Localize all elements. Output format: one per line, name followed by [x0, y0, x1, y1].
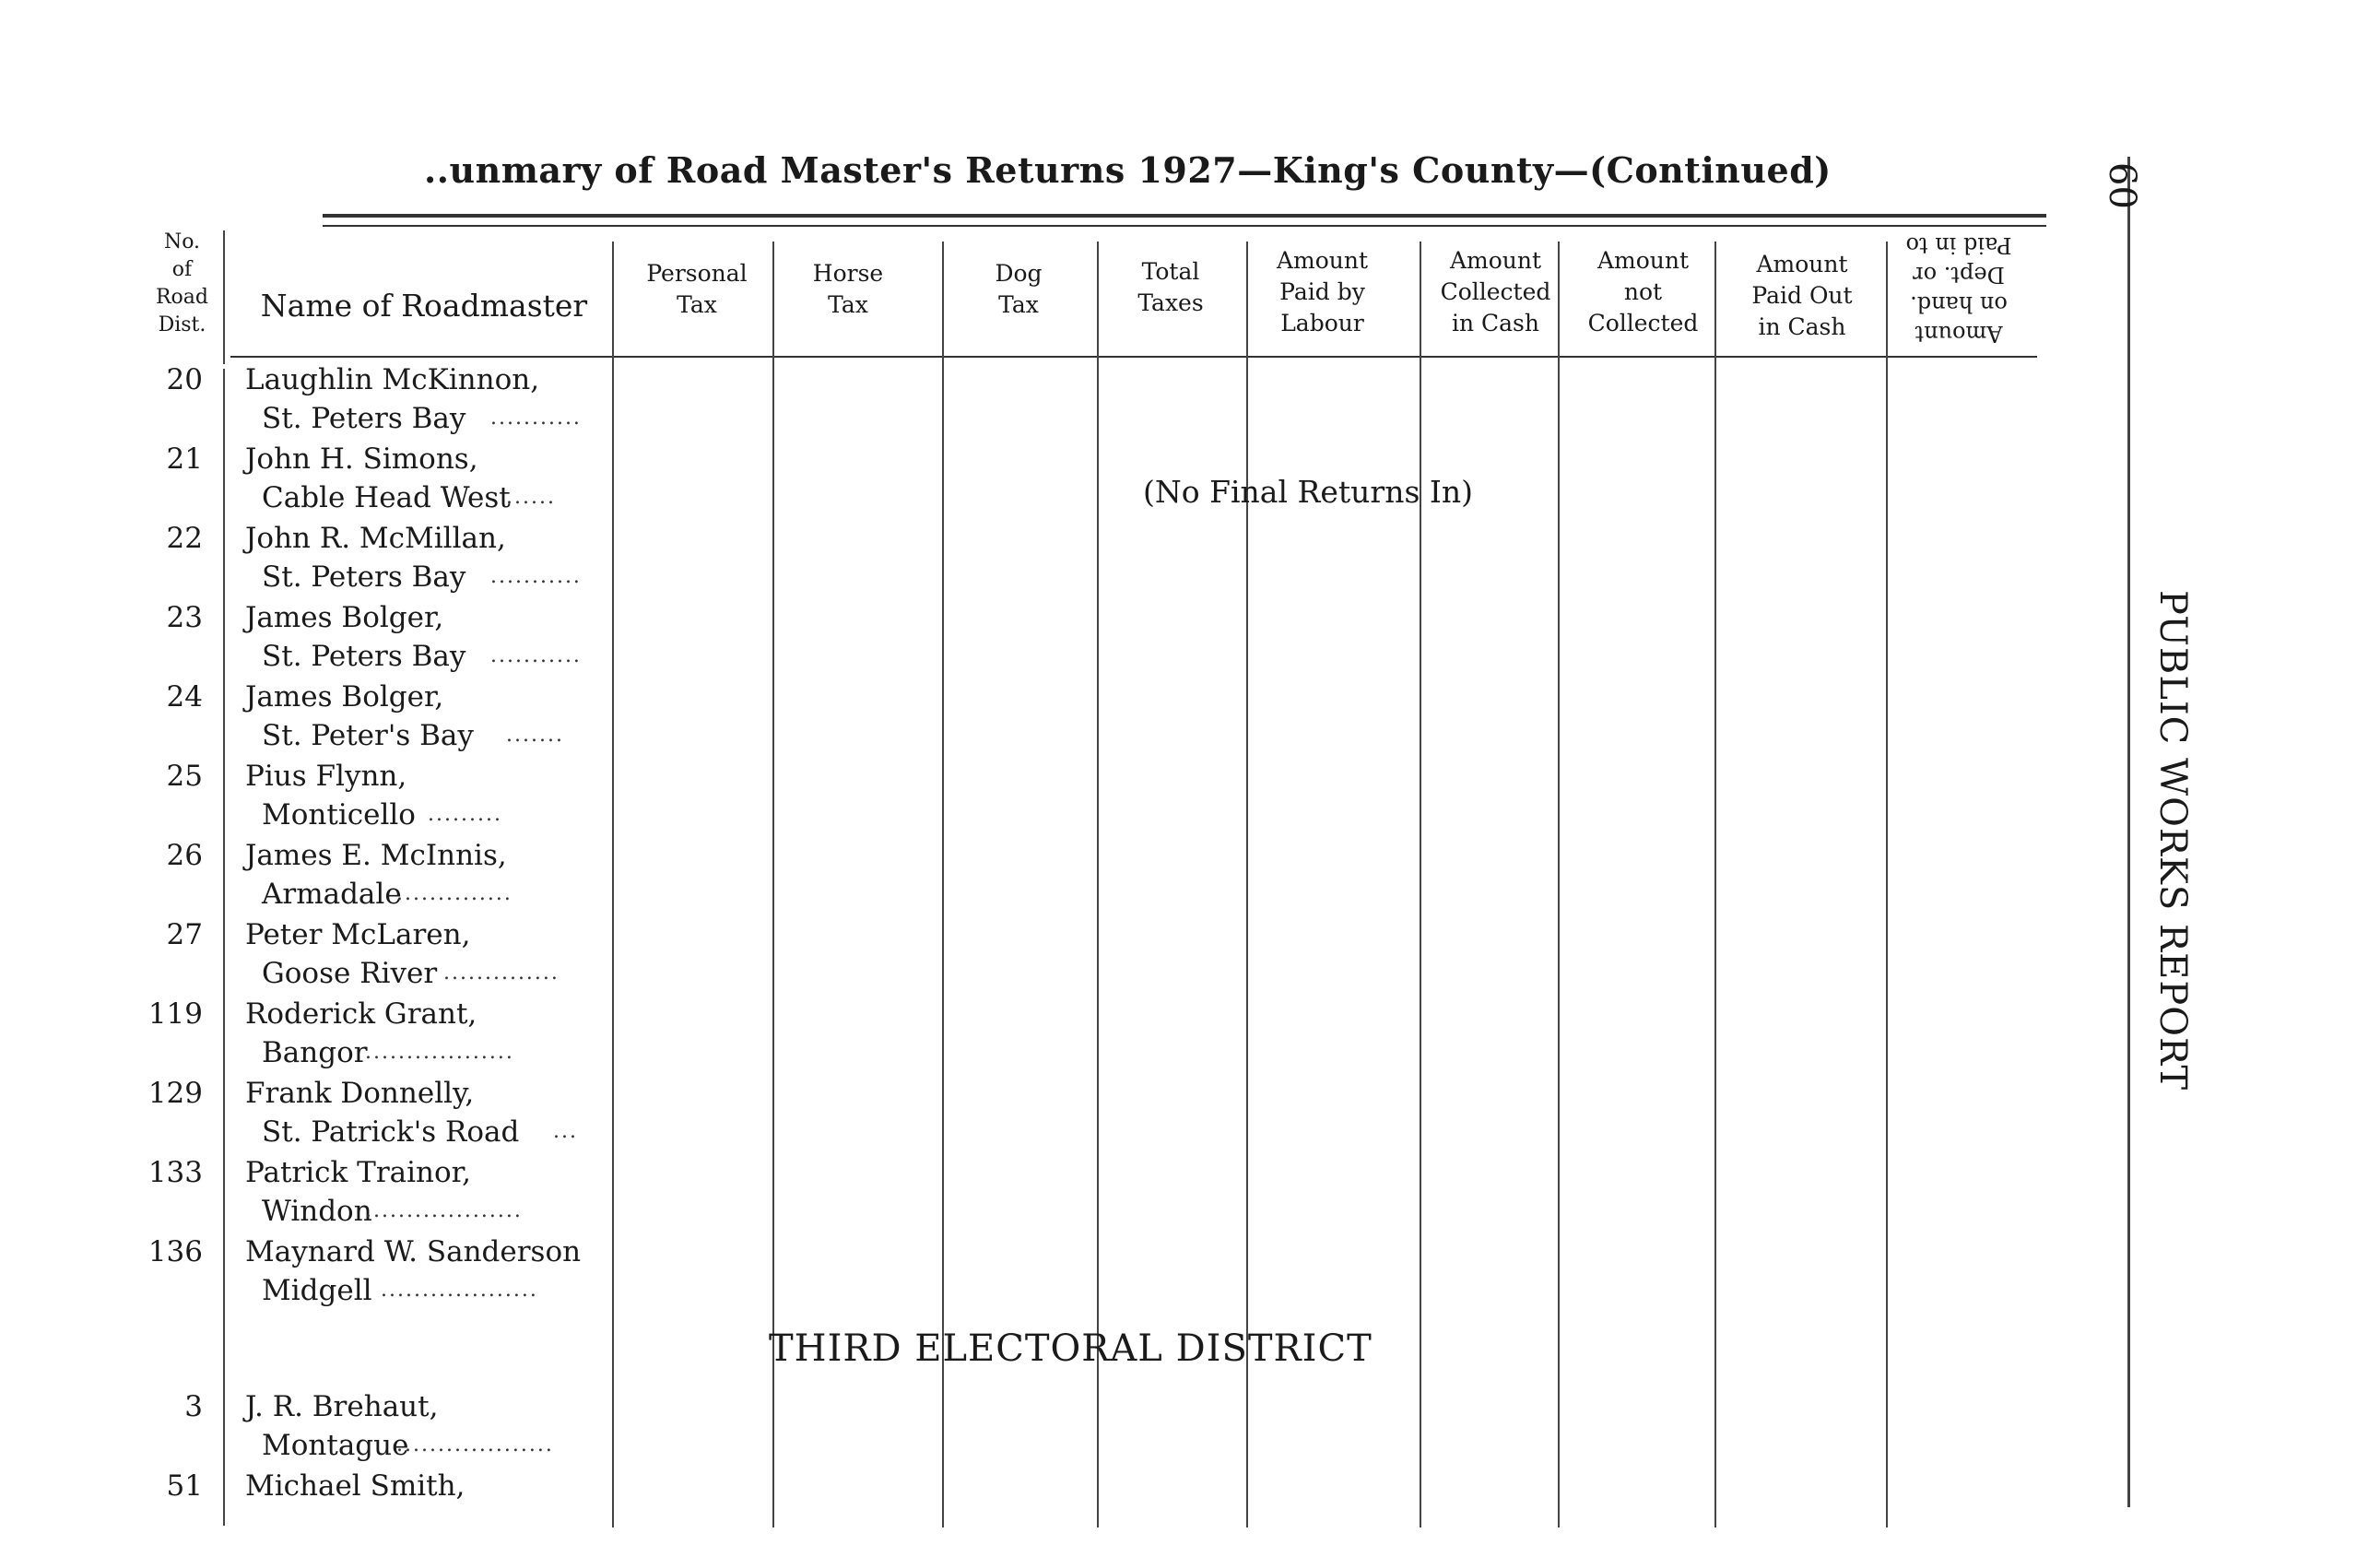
header-total-taxes: Total Taxes [1137, 258, 1204, 316]
dot-leader: ...... [506, 486, 556, 509]
side-page-number: 60 [2101, 162, 2143, 209]
section-title: THIRD ELECTORAL DISTRICT [769, 1327, 1373, 1370]
side-report-title: PUBLIC WORKS REPORT [2151, 590, 2194, 1091]
header-paid-by-labour: Amount Paid by Labour [1276, 247, 1369, 336]
header-paid-in-to-dept: Amount on hand. Dept. or Paid in to [1905, 232, 2012, 347]
road-dist-number: 25 [166, 760, 203, 793]
header-bottom-rule [230, 356, 2037, 358]
title-rule [323, 214, 2046, 218]
roadmaster-place: Cable Head West [262, 481, 511, 514]
header-horse-tax: Horse Tax [812, 260, 884, 318]
header-dog-tax: Dog Tax [995, 260, 1043, 318]
road-dist-number: 21 [166, 442, 203, 476]
roadmaster-place: St. Peters Bay [262, 560, 466, 594]
title-rule-thin [323, 225, 2046, 227]
dot-leader: ........... [490, 644, 582, 667]
col-divider [612, 242, 614, 1527]
road-dist-number: 133 [147, 1156, 203, 1189]
road-dist-number: 119 [147, 997, 203, 1031]
header-road-dist: No. of Road Dist. [155, 230, 208, 336]
roadmaster-place: St. Peters Bay [262, 402, 466, 435]
roadmaster-name: Pius Flynn, [245, 760, 407, 793]
side-rule [2127, 157, 2130, 1507]
col-divider [223, 369, 225, 1526]
dot-leader: .................. [365, 1041, 514, 1064]
dot-leader: .............. [443, 961, 560, 985]
roadmaster-place: Midgell [262, 1274, 372, 1307]
roadmaster-name: Roderick Grant, [245, 997, 477, 1031]
header-not-collected: Amount not Collected [1587, 247, 1699, 336]
road-dist-number: 24 [166, 680, 203, 714]
roadmaster-place: Bangor [262, 1036, 368, 1069]
roadmaster-name: James E. McInnis, [245, 839, 507, 872]
header-paid-out-in-cash: Amount Paid Out in Cash [1751, 251, 1853, 340]
roadmaster-place: Windon [262, 1195, 372, 1228]
dot-leader: ................... [365, 1199, 523, 1222]
roadmaster-name: James Bolger, [245, 601, 444, 634]
roadmaster-name: John H. Simons, [245, 442, 478, 476]
header-personal-tax: Personal Tax [646, 260, 748, 318]
col-divider [1714, 242, 1716, 1527]
roadmaster-place: St. Patrick's Road [262, 1115, 520, 1149]
road-dist-number: 22 [166, 522, 203, 555]
roadmaster-place: St. Peters Bay [262, 640, 466, 673]
roadmaster-name: Maynard W. Sanderson [245, 1235, 582, 1268]
dot-leader: ........... [490, 565, 582, 588]
road-dist-number: 23 [166, 601, 203, 634]
dot-leader: ................... [396, 1433, 554, 1457]
roadmaster-place: Monticello [262, 798, 416, 831]
roadmaster-name: James Bolger, [245, 680, 444, 714]
road-dist-number: 20 [166, 363, 203, 396]
roadmaster-name: John R. McMillan, [245, 522, 506, 555]
road-dist-number: 136 [147, 1235, 203, 1268]
col-divider [1886, 242, 1888, 1527]
roadmaster-name: Peter McLaren, [245, 918, 471, 951]
roadmaster-place: Montague [262, 1429, 409, 1462]
no-final-returns-note: (No Final Returns In) [1143, 474, 1474, 510]
col-divider [223, 230, 225, 364]
dot-leader: ................... [381, 1279, 538, 1302]
header-name: Name of Roadmaster [260, 288, 588, 324]
roadmaster-name: Michael Smith, [245, 1469, 465, 1503]
road-dist-number: 27 [166, 918, 203, 951]
page-title: ..unmary of Road Master's Returns 1927—King's County—(Continued) [424, 149, 1832, 191]
header-collected-in-cash: Amount Collected in Cash [1440, 247, 1551, 336]
roadmaster-name: Laughlin McKinnon, [245, 363, 540, 396]
roadmaster-name: Patrick Trainor, [245, 1156, 471, 1189]
dot-leader: ........... [490, 407, 582, 430]
roadmaster-name: Frank Donnelly, [245, 1077, 475, 1110]
roadmaster-name: J. R. Brehaut, [245, 1390, 439, 1423]
col-divider [1558, 242, 1560, 1527]
road-dist-number: 51 [166, 1469, 203, 1503]
roadmaster-place: Armadale [262, 878, 402, 911]
dot-leader: .............. [396, 882, 513, 905]
roadmaster-place: Goose River [262, 957, 438, 990]
dot-leader: ....... [506, 724, 564, 747]
road-dist-number: 26 [166, 839, 203, 872]
col-divider [1420, 242, 1421, 1527]
dot-leader: ... [553, 1120, 578, 1143]
dot-leader: ......... [428, 803, 502, 826]
road-dist-number: 3 [184, 1390, 203, 1423]
roadmaster-place: St. Peter's Bay [262, 719, 474, 752]
road-dist-number: 129 [147, 1077, 203, 1110]
